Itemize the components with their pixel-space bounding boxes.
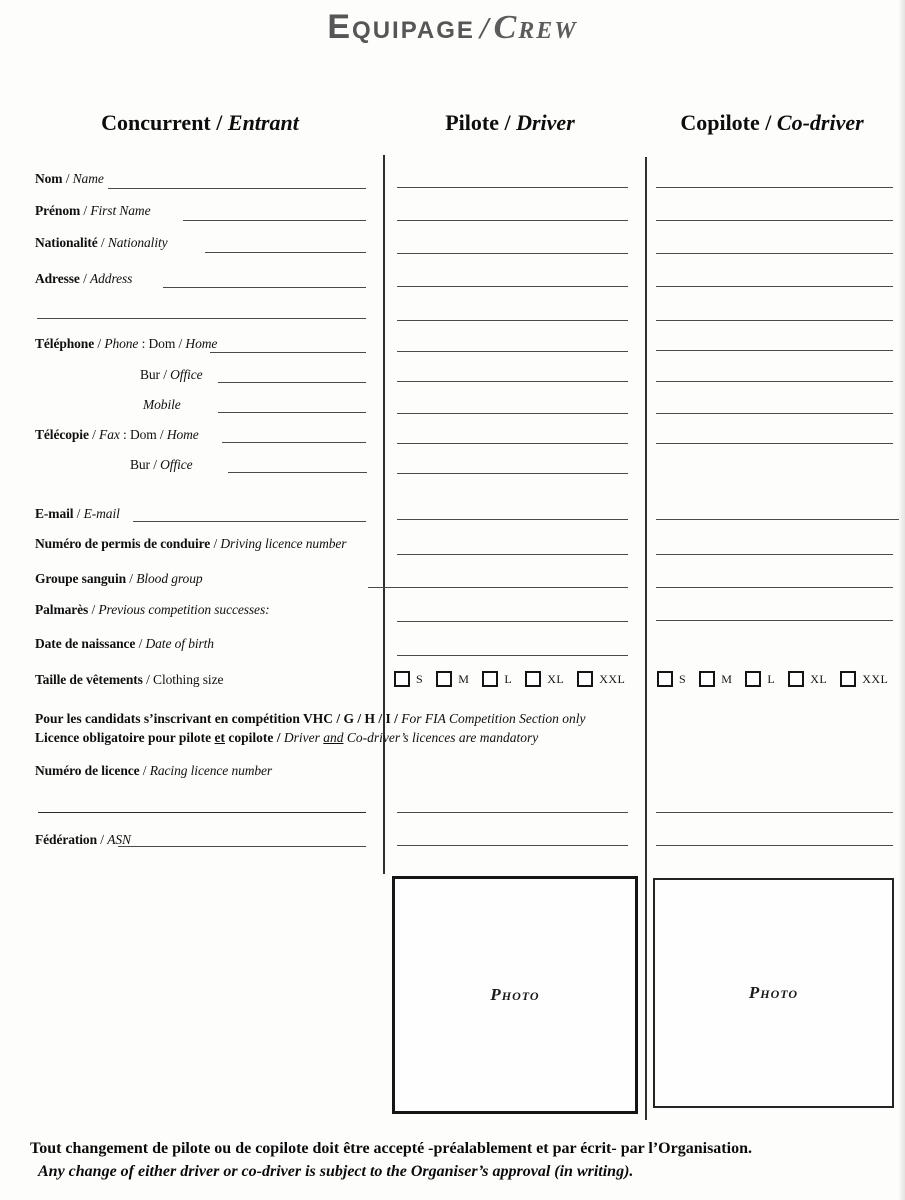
label-sep: / [156, 427, 167, 442]
label-fr: Palmarès [35, 602, 89, 617]
label-fr: Adresse [35, 271, 80, 286]
input-line-driver-nationalite[interactable] [397, 253, 628, 254]
field-label-telephone-office [140, 367, 203, 383]
label-en: Name [72, 171, 104, 186]
label-dom: Dom [148, 336, 176, 351]
input-line-entrant-nom[interactable] [108, 188, 366, 189]
label-en: Date of birth [145, 636, 214, 651]
header-fr: Concurrent [101, 110, 211, 135]
input-line-entrant-prenom[interactable] [183, 220, 366, 221]
field-label-telephone-home [35, 336, 217, 352]
field-label-racing-licence [35, 763, 272, 779]
input-line-codriver-nationalite[interactable] [656, 253, 893, 254]
label-en: Address [90, 271, 133, 286]
input-line-codriver-sanguin[interactable] [656, 587, 893, 588]
input-line-driver-racing-licence[interactable] [397, 812, 628, 813]
checkbox-s-icon[interactable] [657, 671, 673, 687]
header-en: Driver [516, 110, 575, 135]
checkbox-xl-icon[interactable] [525, 671, 541, 687]
input-line-driver-fax-office[interactable] [397, 473, 628, 474]
label-sep: / [97, 832, 108, 847]
size-option-m [699, 671, 732, 687]
photo-placeholder-label: Photo [490, 985, 540, 1004]
label-colon: : [119, 427, 130, 442]
label-en: First Name [90, 203, 151, 218]
input-line-entrant-tel-home[interactable] [210, 352, 366, 353]
label-sep: / [62, 171, 73, 186]
input-line-driver-adresse[interactable] [397, 286, 628, 287]
field-label-fax-home [35, 427, 199, 443]
label-sep: / [79, 271, 90, 286]
label-fr: Nationalité [35, 235, 98, 250]
field-label-email [35, 506, 120, 522]
input-line-driver-adresse2[interactable] [397, 320, 628, 321]
field-label-permis [35, 536, 346, 552]
input-line-codriver-prenom[interactable] [656, 220, 893, 221]
size-label-m: M [458, 671, 470, 686]
label-fr: Télécopie [35, 427, 89, 442]
input-line-codriver-adresse2[interactable] [656, 320, 893, 321]
page-title-separator: / [479, 10, 489, 45]
column-header-driver [390, 110, 630, 136]
label-en: Driving licence number [220, 536, 347, 551]
label-bur: Bur [130, 457, 150, 472]
label-office: Office [160, 457, 193, 472]
field-label-taille [35, 672, 223, 688]
label-sep: / [159, 367, 171, 382]
input-line-driver-federation[interactable] [397, 845, 628, 846]
size-option-l [745, 671, 775, 687]
input-line-codriver-mobile[interactable] [656, 413, 893, 414]
size-label-xl: XL [810, 671, 828, 686]
header-separator: / [759, 110, 777, 135]
clothing-size-options-codriver [657, 671, 888, 687]
checkbox-l-icon[interactable] [482, 671, 498, 687]
size-label-l: L [504, 671, 513, 686]
checkbox-xxl-icon[interactable] [577, 671, 593, 687]
size-option-xl [788, 671, 827, 687]
label-sep: / [139, 763, 150, 778]
header-fr: Copilote [680, 110, 760, 135]
field-label-sanguin [35, 571, 203, 587]
checkbox-m-icon[interactable] [436, 671, 452, 687]
label-fr: Numéro de licence [35, 763, 140, 778]
size-option-m [436, 671, 469, 687]
label-sep: / [73, 506, 84, 521]
fia-line2-en-b: Co-driver’s licences are mandatory [343, 730, 539, 745]
fia-note-line1 [35, 711, 586, 727]
input-line-codriver-adresse[interactable] [656, 286, 893, 287]
size-label-s: S [679, 671, 687, 686]
label-home: Home [185, 336, 218, 351]
field-label-adresse [35, 271, 132, 287]
label-en: Phone [104, 336, 139, 351]
size-label-xxl: XXL [599, 671, 626, 686]
size-option-xxl [840, 671, 888, 687]
input-line-codriver-racing-licence[interactable] [656, 812, 893, 813]
footer-note-en: Any change of either driver or co-driver is subject to the Organiser’s approval (in writing). [38, 1163, 634, 1180]
input-line-codriver-nom[interactable] [656, 187, 893, 188]
column-header-entrant [60, 110, 340, 136]
input-line-entrant-fax-home[interactable] [222, 442, 366, 443]
clothing-size-options-driver [394, 671, 625, 687]
page-title-en: Crew [493, 9, 578, 46]
checkbox-xl-icon[interactable] [788, 671, 804, 687]
label-mobile: Mobile [143, 397, 181, 412]
label-sep: / [135, 636, 146, 651]
fia-note-line2 [35, 730, 538, 746]
label-office: Office [170, 367, 203, 382]
input-line-driver-palmares[interactable] [397, 621, 628, 622]
input-line-driver-prenom[interactable] [397, 220, 628, 221]
label-fr: E-mail [35, 506, 74, 521]
input-line-codriver-tel-home[interactable] [656, 350, 893, 351]
checkbox-xxl-icon[interactable] [840, 671, 856, 687]
field-label-nationalite [35, 235, 168, 251]
input-line-driver-mobile[interactable] [397, 413, 628, 414]
input-line-driver-sanguin[interactable] [368, 587, 628, 588]
size-option-s [394, 671, 423, 687]
field-label-fax-office [130, 457, 193, 473]
label-sep: / [94, 336, 105, 351]
label-dom: Dom [129, 427, 157, 442]
label-fr: Nom [35, 171, 63, 186]
label-en: E-mail [83, 506, 120, 521]
label-home: Home [166, 427, 199, 442]
input-line-driver-naissance[interactable] [397, 655, 628, 656]
label-sep: / [175, 336, 186, 351]
input-line-codriver-permis[interactable] [656, 554, 893, 555]
label-bur: Bur [140, 367, 160, 382]
label-en: Clothing size [153, 672, 224, 687]
input-line-driver-fax-home[interactable] [397, 443, 628, 444]
photo-box-driver [392, 876, 638, 1114]
label-en: Fax [99, 427, 120, 442]
column-divider-right [645, 157, 647, 1120]
header-separator: / [210, 110, 228, 135]
header-en: Entrant [227, 110, 299, 135]
label-sep: / [142, 672, 154, 687]
page-title-fr: Equipage [327, 8, 475, 46]
input-line-entrant-fax-office[interactable] [228, 472, 367, 473]
label-fr: Fédération [35, 832, 97, 847]
label-sep: / [97, 235, 108, 250]
fia-line2-fr-et: et [214, 730, 225, 745]
input-line-codriver-email[interactable] [656, 519, 899, 520]
photo-placeholder-label: Photo [748, 983, 799, 1002]
label-fr: Groupe sanguin [35, 571, 127, 586]
size-label-xxl: XXL [862, 671, 889, 686]
label-en: Racing licence number [149, 763, 273, 778]
size-option-xl [525, 671, 564, 687]
label-en: Nationality [107, 235, 168, 250]
header-en: Co-driver [776, 110, 864, 135]
input-line-entrant-email[interactable] [133, 521, 366, 522]
input-line-entrant-tel-office[interactable] [218, 382, 366, 383]
input-line-entrant-nationalite[interactable] [205, 252, 366, 253]
fia-line1-fr: Pour les candidats s’inscrivant en compétition VHC / G / H / I / [35, 711, 398, 726]
fia-line2-fr-b: copilote / [225, 730, 284, 745]
label-sep: / [80, 203, 91, 218]
label-colon: : [138, 336, 149, 351]
label-fr: Date de naissance [35, 636, 136, 651]
label-sep: / [88, 602, 99, 617]
input-line-codriver-tel-office[interactable] [656, 381, 893, 382]
fia-line2-en-and: and [323, 730, 344, 745]
field-label-nom [35, 171, 104, 187]
label-sep: / [126, 571, 137, 586]
input-line-driver-nom[interactable] [397, 187, 628, 188]
input-line-entrant-racing-licence[interactable] [38, 812, 366, 813]
input-line-entrant-adresse[interactable] [163, 287, 366, 288]
input-line-driver-email[interactable] [397, 519, 628, 520]
checkbox-l-icon[interactable] [745, 671, 761, 687]
label-en: Blood group [136, 571, 203, 586]
input-line-driver-permis[interactable] [397, 554, 628, 555]
size-label-l: L [767, 671, 776, 686]
column-divider-left [383, 155, 385, 874]
header-separator: / [498, 110, 517, 135]
label-fr: Numéro de permis de conduire [35, 536, 211, 551]
size-option-xxl [577, 671, 625, 687]
label-sep: / [149, 457, 161, 472]
label-en: Previous competition successes: [98, 602, 270, 617]
input-line-driver-tel-office[interactable] [397, 381, 628, 382]
footer-note-fr: Tout changement de pilote ou de copilote doit être accepté -préalablement et par écrit- par l’Organisation. [30, 1140, 752, 1157]
size-option-s [657, 671, 686, 687]
label-fr: Téléphone [35, 336, 95, 351]
fia-line2-en-a: Driver [283, 730, 324, 745]
page-title [0, 8, 905, 47]
size-label-m: M [721, 671, 733, 686]
photo-box-codriver [653, 878, 894, 1108]
label-sep: / [210, 536, 221, 551]
fia-line2-fr-a: Licence obligatoire pour pilote [35, 730, 215, 745]
size-label-s: S [416, 671, 424, 686]
size-option-l [482, 671, 512, 687]
size-label-xl: XL [547, 671, 565, 686]
label-fr: Prénom [35, 203, 81, 218]
input-line-codriver-fax-home[interactable] [656, 443, 893, 444]
label-en: ASN [107, 832, 131, 847]
fia-line1-en: For FIA Competition Section only [397, 711, 586, 726]
field-label-mobile [143, 397, 181, 413]
field-label-naissance [35, 636, 214, 652]
input-line-driver-tel-home[interactable] [397, 351, 628, 352]
checkbox-s-icon[interactable] [394, 671, 410, 687]
field-label-palmares [35, 602, 270, 618]
input-line-entrant-mobile[interactable] [218, 412, 366, 413]
input-line-entrant-federation[interactable] [118, 846, 366, 847]
label-sep: / [88, 427, 100, 442]
input-line-entrant-adresse2[interactable] [37, 318, 366, 319]
field-label-prenom [35, 203, 150, 219]
column-header-codriver [647, 110, 897, 136]
field-label-federation [35, 832, 131, 848]
label-fr: Taille de vêtements [35, 672, 143, 687]
input-line-codriver-federation[interactable] [656, 845, 893, 846]
checkbox-m-icon[interactable] [699, 671, 715, 687]
input-line-codriver-palmares[interactable] [656, 620, 893, 621]
header-fr: Pilote [445, 110, 499, 135]
